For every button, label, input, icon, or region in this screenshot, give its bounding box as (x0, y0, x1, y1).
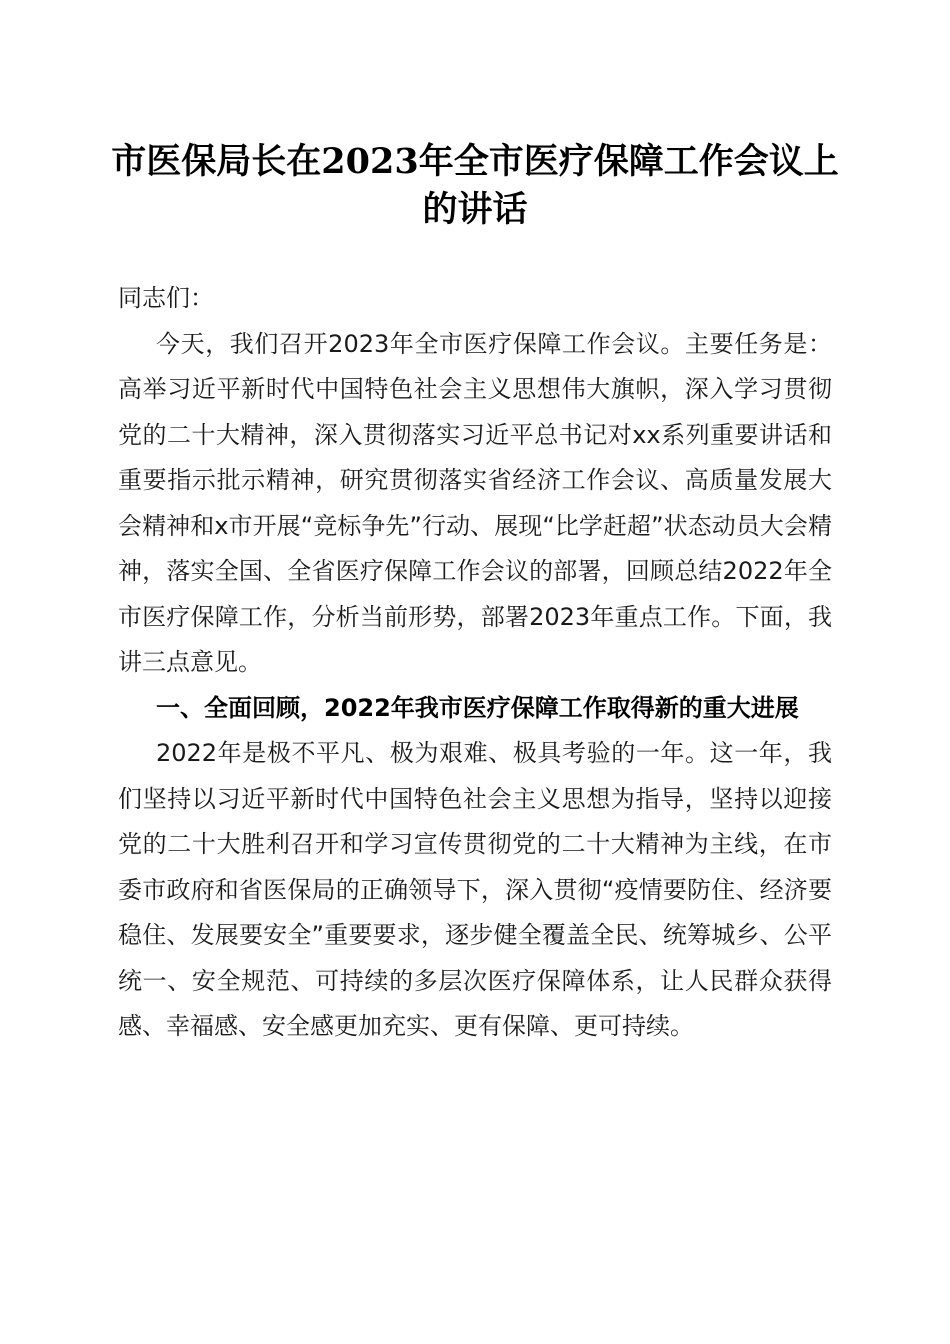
document-title: 市医保局长在2023年全市医疗保障工作会议上的讲话 (111, 141, 839, 230)
paragraph-review: 2022年是极不平凡、极为艰难、极具考验的一年。这一年，我们坚持以习近平新时代中国特色社会主义思想为指导，坚持以迎接党的二十大胜利召开和学习宣传贯彻党的二十大精神为主线，在市委市政府和省医保局的正确领导下，深入贯彻“疫情要防住、经济要稳住、发展要安全”重要要求，逐步健全覆盖全民、统筹城乡、公平统一、安全规范、可持续的多层次医疗保障体系，让人民群众获得感、幸福感、安全感更加充实、更有保障、更可持续。 (118, 739, 832, 1040)
salutation: 同志们： (118, 284, 214, 312)
section-heading: 一、全面回顾，2022年我市医疗保障工作取得新的重大进展 (156, 693, 799, 722)
document-body (118, 276, 832, 1050)
paragraph-intro: 今天，我们召开2023年全市医疗保障工作会议。主要任务是：高举习近平新时代中国特色社会主义思想伟大旗帜，深入学习贯彻党的二十大精神，深入贯彻落实习近平总书记对xx系列重要讲话和重要指示批示精神，研究贯彻落实省经济工作会议、高质量发展大会精神和x市开展“竞标争先”行动、展现“比学赶超”状态动员大会精神，落实全国、全省医疗保障工作会议的部署，回顾总结2022年全市医疗保障工作，分析当前形势，部署2023年重点工作。下面，我讲三点意见。 (118, 329, 832, 676)
